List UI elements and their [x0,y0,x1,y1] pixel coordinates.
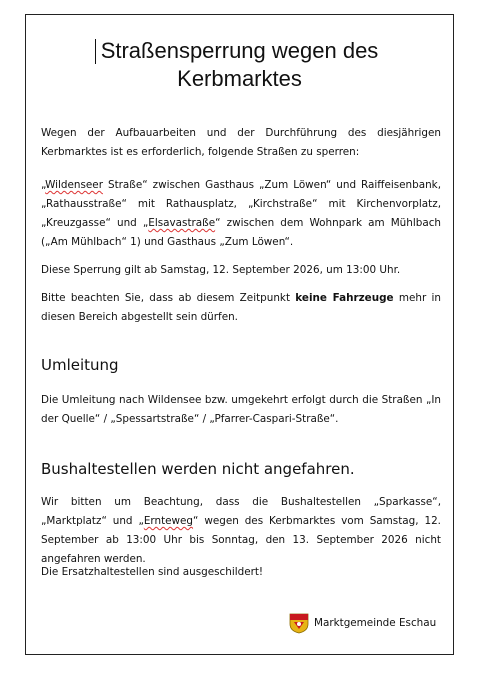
notice-after: mehr in diesen Bereich abgestellt sein dürfen. [41,292,441,323]
bus-ernteweg: Ernteweg [143,515,194,527]
document-title [26,37,453,93]
notice-bold: keine Fahrzeuge [295,292,394,304]
streets-text-q1: „ [41,179,46,191]
streets-wildenseer: Wildenseer [45,179,103,191]
bus-heading: Bushaltestellen werden nicht angefahren. [41,460,355,478]
bus-after: “ wegen des Kerbmarktes vom Samstag, 12. September ab 13:00 Uhr bis Sonntag, den 13. September 2026 nicht angefahren werden. [41,515,441,565]
footer-text: Marktgemeinde Eschau [314,617,437,629]
streets-elsava: Elsavastraße [148,217,216,229]
title-line-2: Kerbmarktes [177,66,302,91]
notice-before: Bitte beachten Sie, dass ab diesem Zeitpunkt [41,292,296,304]
bus-paragraph [41,493,441,569]
streets-text-2: “ zwischen dem Wohnpark am Mühlbach („Am Mühlbach“ 1) und Gasthaus „Zum Löwen“. [41,217,441,248]
title-line-1: Straßensperrung wegen des [100,38,379,63]
validity-paragraph: Diese Sperrung gilt ab Samstag, 12. September 2026, um 13:00 Uhr. [41,264,401,276]
detour-heading: Umleitung [41,356,119,374]
municipal-crest-icon [288,612,310,634]
bus-before: Wir bitten um Beachtung, dass die Bushaltestellen „Sparkasse“, „Marktplatz“ und „ [41,496,441,527]
intro-paragraph: Wegen der Aufbauarbeiten und der Durchführung des diesjährigen Kerbmarktes ist es erforderlich, folgende Straßen zu sperren: [41,127,441,158]
notice-paragraph [41,289,441,327]
streets-paragraph [41,176,441,252]
document-page [25,14,454,655]
streets-text-1: Straße“ zwischen Gasthaus „Zum Löwen“ und Raiffeisenbank, „Rathausstraße“ mit Rathausplatz, „Kirchstraße“ mit Kirchenvorplatz, „Kreuzgasse“ und „ [41,179,441,229]
replacement-paragraph: Die Ersatzhaltestellen sind ausgeschildert! [41,566,264,578]
footer [288,612,436,634]
detour-paragraph: Die Umleitung nach Wildensee bzw. umgekehrt erfolgt durch die Straßen „In der Quelle“ / „Spessartstraße“ / „Pfarrer-Caspari-Straße“. [41,394,441,425]
